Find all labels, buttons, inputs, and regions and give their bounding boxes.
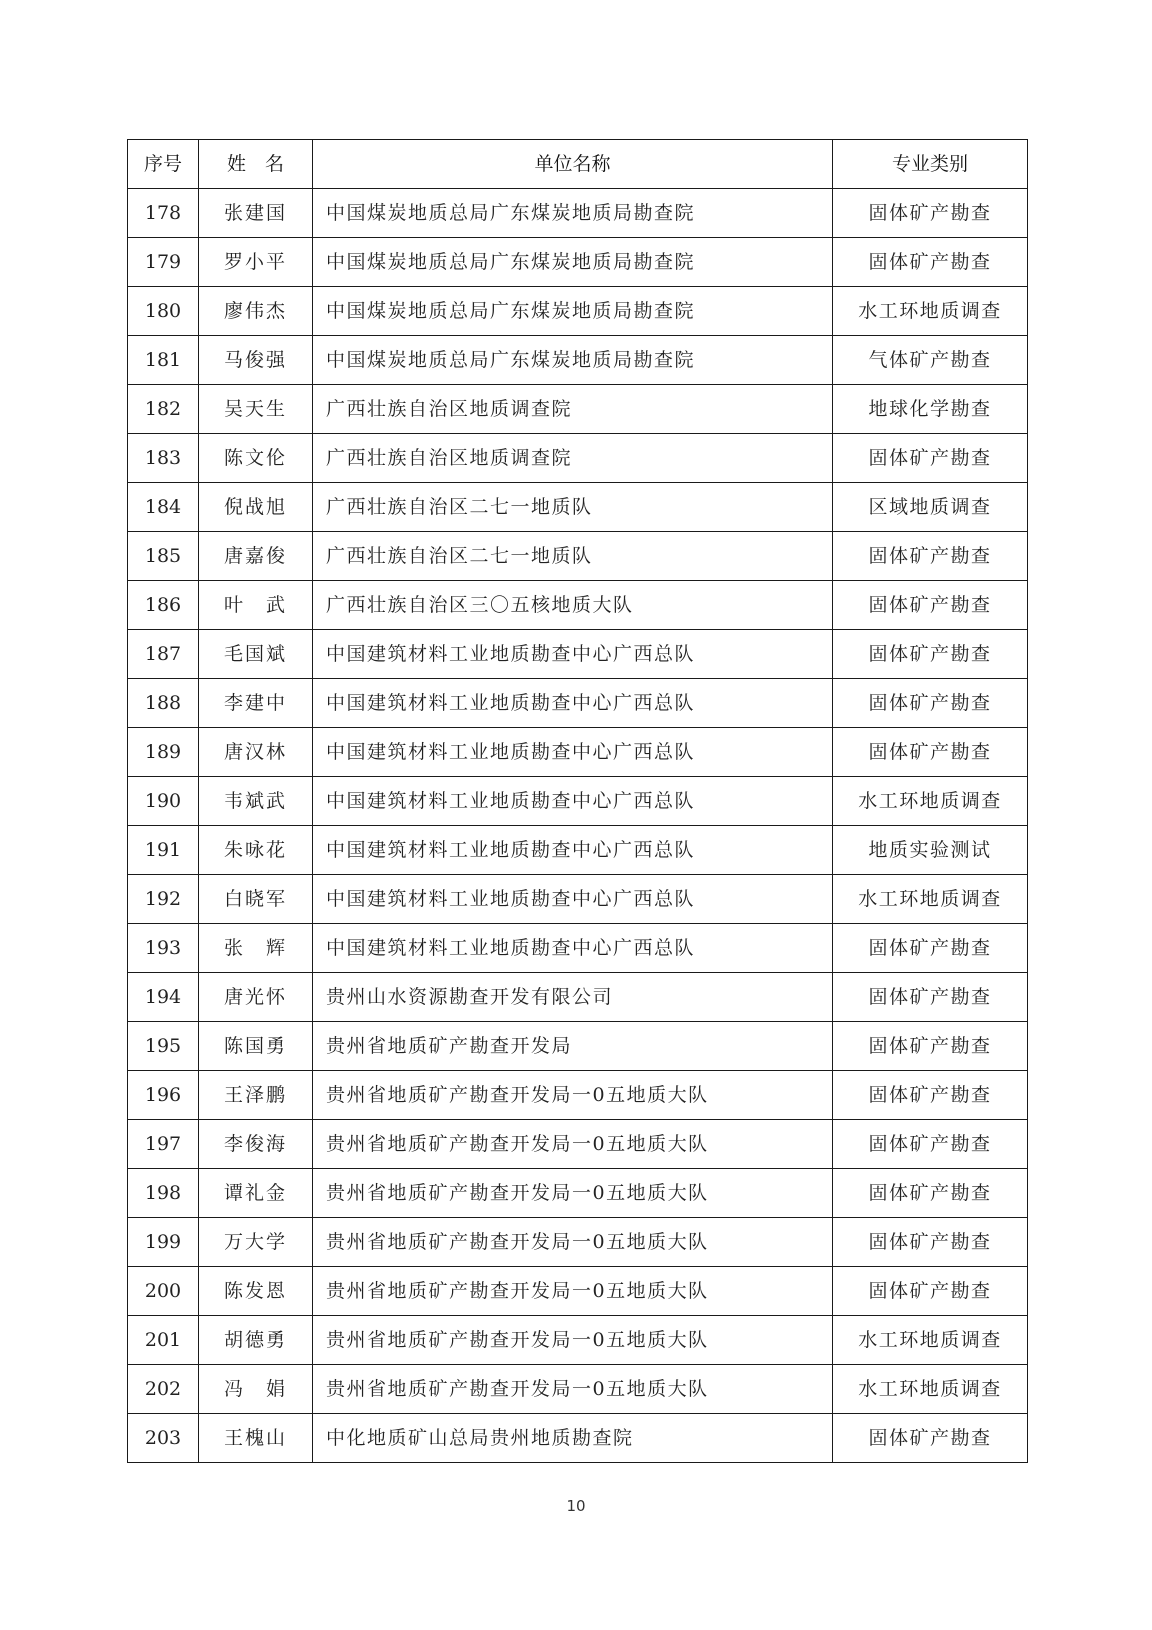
- row-serial-number: 190: [128, 777, 199, 826]
- row-person-name: 王泽鹏: [199, 1071, 313, 1120]
- row-unit-name: 广西壮族自治区地质调查院: [313, 385, 833, 434]
- row-specialty-category: 固体矿产勘查: [833, 1218, 1028, 1267]
- table-row: [128, 287, 1028, 336]
- row-specialty-category: 固体矿产勘查: [833, 679, 1028, 728]
- row-specialty-category: 水工环地质调查: [833, 287, 1028, 336]
- row-unit-name: 贵州省地质矿产勘查开发局一0五地质大队: [313, 1169, 833, 1218]
- row-specialty-category: 固体矿产勘查: [833, 728, 1028, 777]
- row-person-name: 唐光怀: [199, 973, 313, 1022]
- row-unit-name: 贵州省地质矿产勘查开发局一0五地质大队: [313, 1316, 833, 1365]
- row-person-name: 马俊强: [199, 336, 313, 385]
- row-specialty-category: 地质实验测试: [833, 826, 1028, 875]
- row-person-name: 韦斌武: [199, 777, 313, 826]
- table-row: [128, 532, 1028, 581]
- table-row: [128, 189, 1028, 238]
- row-person-name: 唐汉林: [199, 728, 313, 777]
- row-specialty-category: 固体矿产勘查: [833, 434, 1028, 483]
- row-serial-number: 184: [128, 483, 199, 532]
- row-unit-name: 中国建筑材料工业地质勘查中心广西总队: [313, 777, 833, 826]
- row-specialty-category: 固体矿产勘查: [833, 973, 1028, 1022]
- row-unit-name: 贵州山水资源勘查开发有限公司: [313, 973, 833, 1022]
- row-person-name: 吴天生: [199, 385, 313, 434]
- table-row: [128, 1316, 1028, 1365]
- row-serial-number: 200: [128, 1267, 199, 1316]
- row-person-name: 陈国勇: [199, 1022, 313, 1071]
- row-person-name: 廖伟杰: [199, 287, 313, 336]
- row-serial-number: 199: [128, 1218, 199, 1267]
- page-number: 10: [566, 1497, 586, 1515]
- row-unit-name: 贵州省地质矿产勘查开发局一0五地质大队: [313, 1267, 833, 1316]
- table-row: [128, 1071, 1028, 1120]
- row-unit-name: 中国煤炭地质总局广东煤炭地质局勘查院: [313, 238, 833, 287]
- row-unit-name: 中国建筑材料工业地质勘查中心广西总队: [313, 826, 833, 875]
- header-specialty-category: 专业类别: [833, 140, 1028, 189]
- row-serial-number: 186: [128, 581, 199, 630]
- personnel-table: [127, 139, 1028, 1463]
- table-row: [128, 1022, 1028, 1071]
- row-person-name: 冯 娟: [199, 1365, 313, 1414]
- row-specialty-category: 固体矿产勘查: [833, 1267, 1028, 1316]
- row-specialty-category: 气体矿产勘查: [833, 336, 1028, 385]
- row-specialty-category: 固体矿产勘查: [833, 1120, 1028, 1169]
- header-name: 姓 名: [199, 140, 313, 189]
- row-unit-name: 广西壮族自治区二七一地质队: [313, 532, 833, 581]
- row-unit-name: 中国建筑材料工业地质勘查中心广西总队: [313, 630, 833, 679]
- row-specialty-category: 固体矿产勘查: [833, 630, 1028, 679]
- row-specialty-category: 固体矿产勘查: [833, 924, 1028, 973]
- row-serial-number: 196: [128, 1071, 199, 1120]
- row-person-name: 陈发恩: [199, 1267, 313, 1316]
- row-specialty-category: 区域地质调查: [833, 483, 1028, 532]
- header-serial-number: 序号: [128, 140, 199, 189]
- table-row: [128, 336, 1028, 385]
- row-serial-number: 178: [128, 189, 199, 238]
- row-serial-number: 181: [128, 336, 199, 385]
- row-person-name: 陈文伦: [199, 434, 313, 483]
- row-specialty-category: 水工环地质调查: [833, 1316, 1028, 1365]
- row-person-name: 万大学: [199, 1218, 313, 1267]
- row-person-name: 胡德勇: [199, 1316, 313, 1365]
- table-row: [128, 1218, 1028, 1267]
- row-serial-number: 193: [128, 924, 199, 973]
- row-person-name: 朱咏花: [199, 826, 313, 875]
- row-specialty-category: 水工环地质调查: [833, 875, 1028, 924]
- header-unit-name: 单位名称: [313, 140, 833, 189]
- row-serial-number: 197: [128, 1120, 199, 1169]
- row-unit-name: 贵州省地质矿产勘查开发局: [313, 1022, 833, 1071]
- row-unit-name: 中国建筑材料工业地质勘查中心广西总队: [313, 924, 833, 973]
- row-unit-name: 广西壮族自治区地质调查院: [313, 434, 833, 483]
- row-specialty-category: 水工环地质调查: [833, 1365, 1028, 1414]
- table-row: [128, 728, 1028, 777]
- table-row: [128, 1414, 1028, 1463]
- table-row: [128, 385, 1028, 434]
- table-row: [128, 777, 1028, 826]
- row-serial-number: 189: [128, 728, 199, 777]
- table-row: [128, 630, 1028, 679]
- row-specialty-category: 固体矿产勘查: [833, 1071, 1028, 1120]
- row-specialty-category: 固体矿产勘查: [833, 1169, 1028, 1218]
- row-serial-number: 187: [128, 630, 199, 679]
- table-row: [128, 434, 1028, 483]
- table-header-row: [128, 140, 1028, 189]
- row-unit-name: 贵州省地质矿产勘查开发局一0五地质大队: [313, 1071, 833, 1120]
- table-row: [128, 238, 1028, 287]
- row-person-name: 罗小平: [199, 238, 313, 287]
- row-unit-name: 中国建筑材料工业地质勘查中心广西总队: [313, 679, 833, 728]
- table-row: [128, 581, 1028, 630]
- row-serial-number: 179: [128, 238, 199, 287]
- row-person-name: 唐嘉俊: [199, 532, 313, 581]
- row-person-name: 李建中: [199, 679, 313, 728]
- table-row: [128, 826, 1028, 875]
- row-specialty-category: 固体矿产勘查: [833, 581, 1028, 630]
- row-serial-number: 183: [128, 434, 199, 483]
- row-serial-number: 185: [128, 532, 199, 581]
- row-unit-name: 广西壮族自治区二七一地质队: [313, 483, 833, 532]
- row-specialty-category: 固体矿产勘查: [833, 238, 1028, 287]
- row-person-name: 谭礼金: [199, 1169, 313, 1218]
- row-serial-number: 188: [128, 679, 199, 728]
- row-unit-name: 贵州省地质矿产勘查开发局一0五地质大队: [313, 1120, 833, 1169]
- row-serial-number: 194: [128, 973, 199, 1022]
- row-specialty-category: 地球化学勘查: [833, 385, 1028, 434]
- table-row: [128, 1365, 1028, 1414]
- row-person-name: 李俊海: [199, 1120, 313, 1169]
- row-specialty-category: 固体矿产勘查: [833, 1022, 1028, 1071]
- row-specialty-category: 固体矿产勘查: [833, 1414, 1028, 1463]
- row-unit-name: 中国煤炭地质总局广东煤炭地质局勘查院: [313, 287, 833, 336]
- row-serial-number: 198: [128, 1169, 199, 1218]
- row-unit-name: 贵州省地质矿产勘查开发局一0五地质大队: [313, 1218, 833, 1267]
- row-serial-number: 180: [128, 287, 199, 336]
- table-row: [128, 1267, 1028, 1316]
- row-serial-number: 201: [128, 1316, 199, 1365]
- table-row: [128, 1169, 1028, 1218]
- row-serial-number: 191: [128, 826, 199, 875]
- row-unit-name: 贵州省地质矿产勘查开发局一0五地质大队: [313, 1365, 833, 1414]
- row-serial-number: 182: [128, 385, 199, 434]
- row-unit-name: 中国煤炭地质总局广东煤炭地质局勘查院: [313, 189, 833, 238]
- row-person-name: 张建国: [199, 189, 313, 238]
- row-unit-name: 广西壮族自治区三〇五核地质大队: [313, 581, 833, 630]
- row-serial-number: 203: [128, 1414, 199, 1463]
- row-person-name: 张 辉: [199, 924, 313, 973]
- row-unit-name: 中化地质矿山总局贵州地质勘查院: [313, 1414, 833, 1463]
- row-unit-name: 中国建筑材料工业地质勘查中心广西总队: [313, 875, 833, 924]
- row-serial-number: 195: [128, 1022, 199, 1071]
- table-row: [128, 483, 1028, 532]
- row-specialty-category: 水工环地质调查: [833, 777, 1028, 826]
- table-row: [128, 875, 1028, 924]
- table-row: [128, 679, 1028, 728]
- row-unit-name: 中国建筑材料工业地质勘查中心广西总队: [313, 728, 833, 777]
- table-row: [128, 1120, 1028, 1169]
- table-row: [128, 924, 1028, 973]
- row-person-name: 白晓军: [199, 875, 313, 924]
- row-unit-name: 中国煤炭地质总局广东煤炭地质局勘查院: [313, 336, 833, 385]
- row-person-name: 王槐山: [199, 1414, 313, 1463]
- row-specialty-category: 固体矿产勘查: [833, 189, 1028, 238]
- row-person-name: 毛国斌: [199, 630, 313, 679]
- row-person-name: 叶 武: [199, 581, 313, 630]
- row-person-name: 倪战旭: [199, 483, 313, 532]
- row-serial-number: 192: [128, 875, 199, 924]
- table-row: [128, 973, 1028, 1022]
- row-specialty-category: 固体矿产勘查: [833, 532, 1028, 581]
- row-serial-number: 202: [128, 1365, 199, 1414]
